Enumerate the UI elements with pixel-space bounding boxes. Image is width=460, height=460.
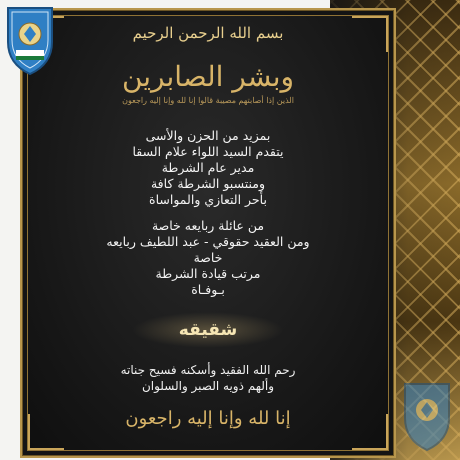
condolence-line: مدير عام الشرطة (161, 160, 255, 175)
prayer-line: رحم الله الفقيد وأسكنه فسيح جناته (120, 363, 296, 377)
condolence-line: ومنتسبو الشرطة كافة (150, 176, 266, 191)
condolence-line: خاصة (193, 250, 223, 265)
prayer-line: وألهم ذويه الصبر والسلوان (141, 379, 275, 393)
condolence-text (22, 128, 394, 298)
condolence-card (20, 8, 396, 458)
condolence-line: بأحر التعازي والمواساة (149, 192, 267, 207)
condolence-line: بـوفـاة (191, 282, 225, 297)
condolence-line: بمزيد من الحزن والأسى (145, 128, 271, 143)
basmala: بسم الله الرحمن الرحيم (132, 24, 284, 42)
condolence-line: مرتب قيادة الشرطة (155, 266, 261, 281)
police-emblem-watermark-icon (398, 378, 456, 454)
police-emblem-icon (2, 2, 58, 78)
condolence-line: يتقدم السيد اللواء علام السقا (132, 144, 284, 159)
deceased-label: شقيقه (132, 312, 284, 348)
condolence-line: من عائلة ربايعه خاصة (151, 218, 265, 233)
verse-title: وبشر الصابرين (121, 60, 295, 93)
verse-text: الذين إذا أصابتهم مصيبة قالوا إنا لله وإنا إليه راجعون (122, 96, 294, 105)
closing-verse: إنا لله وإنا إليه راجعون (125, 408, 291, 429)
prayer-text (22, 362, 394, 394)
condolence-line: ومن العقيد حقوقي - عبد اللطيف ربايعه (106, 234, 310, 249)
